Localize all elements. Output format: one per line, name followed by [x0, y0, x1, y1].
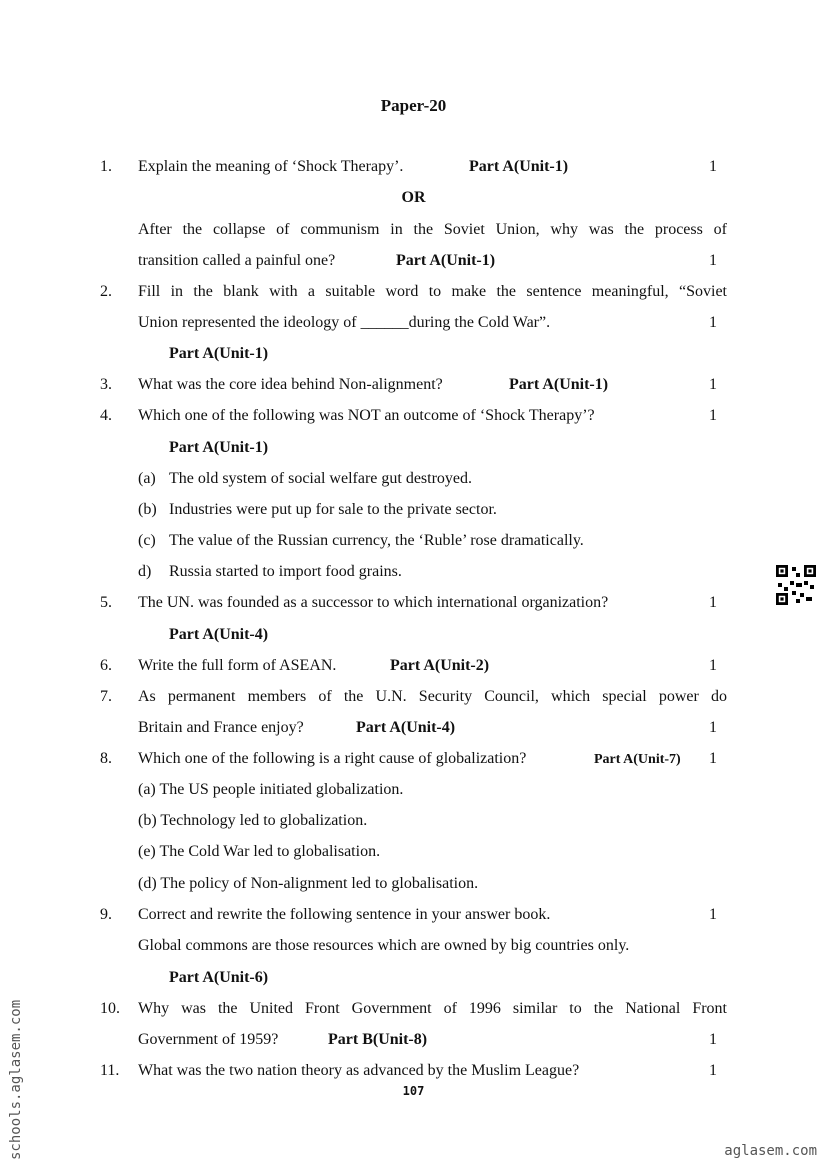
page-title: Paper-20 — [380, 96, 447, 115]
q6-marks: 1 — [709, 657, 717, 674]
q11-number: 11. — [100, 1062, 120, 1079]
q9-sentence: Global commons are those resources which are owned by big countries only. — [138, 937, 630, 954]
q4-option-text: Industries were put up for sale to the private sector. — [169, 501, 497, 518]
q2-line1: Fill in the blank with a suitable word to make the sentence meaningful, “Soviet — [138, 283, 727, 300]
qr-code-icon — [776, 565, 816, 605]
q4-option-text: Russia started to import food grains. — [169, 563, 402, 580]
q8-option: (d) The policy of Non-alignment led to globalisation. — [138, 875, 479, 892]
q11-text: What was the two nation theory as advanced by the Muslim League? — [138, 1062, 580, 1079]
q1-number: 1. — [100, 158, 112, 175]
q10-marks: 1 — [709, 1031, 717, 1048]
q2-line2: Union represented the ideology of ______during the Cold War”. — [138, 314, 551, 331]
q10-number: 10. — [100, 1000, 120, 1017]
q4-option-label: (b) — [138, 501, 157, 518]
page-number: 107 — [402, 1084, 425, 1098]
q4-text: Which one of the following was NOT an outcome of ‘Shock Therapy’? — [138, 407, 595, 424]
q9-marks: 1 — [709, 906, 717, 923]
q8-part: Part A(Unit-7) — [594, 752, 681, 767]
q8-option: (a) The US people initiated globalization. — [138, 781, 404, 798]
q9-part: Part A(Unit-6) — [169, 969, 269, 986]
q4-option-label: (a) — [138, 470, 156, 487]
q3-marks: 1 — [709, 376, 717, 393]
q4-number: 4. — [100, 407, 112, 424]
q4-option-label: d) — [138, 563, 152, 580]
q1b-part: Part A(Unit-1) — [396, 252, 496, 269]
q2-part: Part A(Unit-1) — [169, 345, 269, 362]
q1-text: Explain the meaning of ‘Shock Therapy’. — [138, 158, 404, 175]
q1b-line1: After the collapse of communism in the Soviet Union, why was the process of — [138, 221, 727, 238]
q3-part: Part A(Unit-1) — [509, 376, 609, 393]
q2-number: 2. — [100, 283, 112, 300]
q3-number: 3. — [100, 376, 112, 393]
q4-option-text: The old system of social welfare gut destroyed. — [169, 470, 473, 487]
q10-line2: Government of 1959? — [138, 1031, 279, 1048]
q1b-line2: transition called a painful one? — [138, 252, 336, 269]
q5-part: Part A(Unit-4) — [169, 626, 269, 643]
q11-marks: 1 — [709, 1062, 717, 1079]
q8-option: (e) The Cold War led to globalisation. — [138, 843, 381, 860]
q3-text: What was the core idea behind Non-alignment? — [138, 376, 443, 393]
q7-part: Part A(Unit-4) — [356, 719, 456, 736]
q9-number: 9. — [100, 906, 112, 923]
q8-marks: 1 — [709, 750, 717, 767]
q5-number: 5. — [100, 594, 112, 611]
q1b-marks: 1 — [709, 252, 717, 269]
q4-option-label: (c) — [138, 532, 156, 549]
q1-part: Part A(Unit-1) — [469, 158, 569, 175]
q2-marks: 1 — [709, 314, 717, 331]
q8-number: 8. — [100, 750, 112, 767]
q7-marks: 1 — [709, 719, 717, 736]
q7-line2: Britain and France enjoy? — [138, 719, 304, 736]
q4-part: Part A(Unit-1) — [169, 439, 269, 456]
q7-number: 7. — [100, 688, 112, 705]
q4-option-text: The value of the Russian currency, the ‘Ruble’ rose dramatically. — [169, 532, 584, 549]
q7-line1: As permanent members of the U.N. Security Council, which special power do — [138, 688, 727, 705]
q5-text: The UN. was founded as a successor to which international organization? — [138, 594, 609, 611]
q10-part: Part B(Unit-8) — [328, 1031, 428, 1048]
q5-marks: 1 — [709, 594, 717, 611]
q6-part: Part A(Unit-2) — [390, 657, 490, 674]
q1-marks: 1 — [709, 158, 717, 175]
q10-line1: Why was the United Front Government of 1996 similar to the National Front — [138, 1000, 727, 1017]
or-divider: OR — [401, 189, 426, 206]
q6-text: Write the full form of ASEAN. — [138, 657, 337, 674]
q6-number: 6. — [100, 657, 112, 674]
watermark-side: schools.aglasem.com — [8, 999, 24, 1160]
q8-text: Which one of the following is a right cause of globalization? — [138, 750, 527, 767]
q9-text: Correct and rewrite the following sentence in your answer book. — [138, 906, 551, 923]
q4-marks: 1 — [709, 407, 717, 424]
q8-option: (b) Technology led to globalization. — [138, 812, 368, 829]
watermark-bottom: aglasem.com — [724, 1143, 817, 1159]
